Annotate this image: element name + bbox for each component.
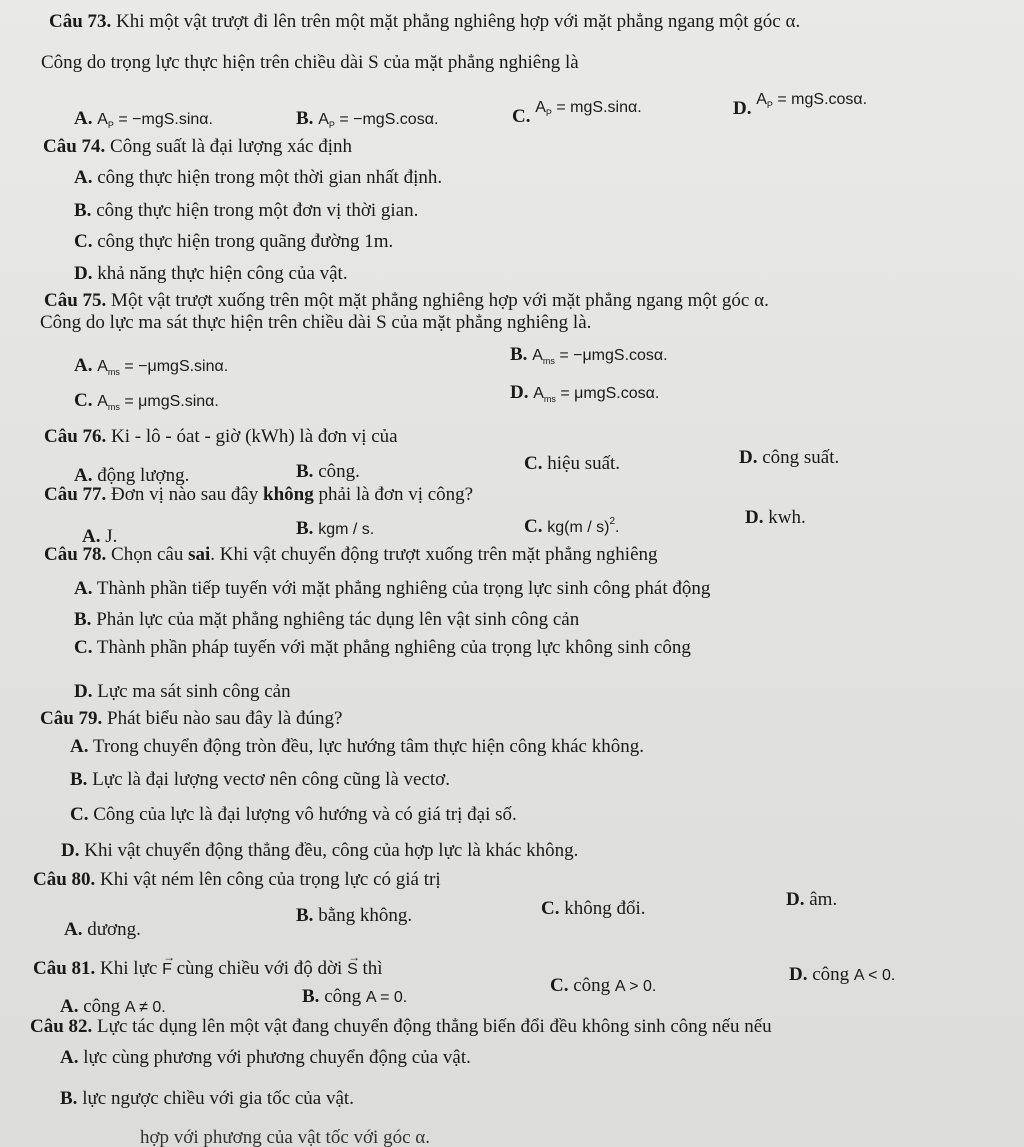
option-77-d: D. kwh. bbox=[745, 507, 806, 528]
option-75-c: C. $A_{ms} = \mu mgS.\sin\alpha$. bbox=[74, 390, 219, 412]
question-75: Câu 75. Một vật trượt xuống trên một mặt phẳng nghiêng hợp với mặt phẳng ngang một góc α. bbox=[44, 290, 769, 311]
option-79-b: B. Lực là đại lượng vectơ nên công cũng là vectơ. bbox=[70, 769, 450, 790]
option-77-c: C. kg(m / s)$^2$. bbox=[524, 516, 620, 537]
option-82-a: A. lực cùng phương với phương chuyển động của vật. bbox=[60, 1047, 471, 1068]
option-78-c: C. Thành phần pháp tuyến với mặt phẳng nghiêng của trọng lực không sinh công bbox=[74, 637, 691, 658]
question-75-text2: Công do lực ma sát thực hiện trên chiều dài S của mặt phẳng nghiêng là. bbox=[40, 312, 592, 333]
option-79-a: A. Trong chuyển động tròn đều, lực hướng tâm thực hiện công khác không. bbox=[70, 736, 644, 757]
option-73-d: D. $A_P = mgS.\cos\alpha$. bbox=[733, 91, 868, 119]
question-82: Câu 82. Lực tác dụng lên một vật đang chuyển động thẳng biến đổi đều không sinh công nếu nếu bbox=[30, 1016, 772, 1037]
option-81-d: D. công A < 0. bbox=[789, 964, 896, 985]
force-vector-symbol: → F bbox=[162, 958, 172, 982]
option-81-a: A. công A ≠ 0. bbox=[60, 996, 166, 1017]
option-75-d: D. $A_{ms} = \mu mgS.\cos\alpha$. bbox=[510, 382, 660, 404]
option-81-c: C. công A > 0. bbox=[550, 975, 657, 996]
option-78-b: B. Phản lực của mặt phẳng nghiêng tác dụng lên vật sinh công cản bbox=[74, 609, 580, 630]
option-74-c: C. công thực hiện trong quãng đường 1m. bbox=[74, 231, 394, 252]
option-80-d: D. âm. bbox=[786, 889, 838, 910]
question-78: Câu 78. Chọn câu sai. Khi vật chuyển động trượt xuống trên mặt phẳng nghiêng bbox=[44, 544, 658, 565]
option-80-a: A. dương. bbox=[64, 919, 141, 940]
option-77-b: B. kgm / s. bbox=[296, 518, 375, 539]
option-73-b: B. $A_P = -mgS.\cos\alpha$. bbox=[296, 108, 439, 130]
option-79-c: C. Công của lực là đại lượng vô hướng và có giá trị đại số. bbox=[70, 804, 517, 825]
question-77: Câu 77. Đơn vị nào sau đây không phải là đơn vị công? bbox=[44, 484, 474, 505]
question-text: Khi một vật trượt đi lên trên một mặt phẳng nghiêng hợp với mặt phẳng ngang một góc α. bbox=[116, 11, 801, 32]
option-74-a: A. công thực hiện trong một thời gian nhất định. bbox=[74, 167, 443, 188]
option-76-b: B. công. bbox=[296, 461, 360, 482]
question-80: Câu 80. Khi vật ném lên công của trọng lực có giá trị bbox=[33, 869, 441, 890]
option-82-b: B. lực ngược chiều với gia tốc của vật. bbox=[60, 1088, 354, 1109]
option-78-a: A. Thành phần tiếp tuyến với mặt phẳng nghiêng của trọng lực sinh công phát động bbox=[74, 578, 711, 599]
option-74-b: B. công thực hiện trong một đơn vị thời gian. bbox=[74, 200, 419, 221]
option-75-b: B. $A_{ms} = -\mu mgS.\cos\alpha$. bbox=[510, 344, 668, 366]
option-76-a: A. động lượng. bbox=[74, 465, 190, 486]
question-73 bbox=[49, 10, 800, 34]
option-78-d: D. Lực ma sát sinh công cản bbox=[74, 681, 291, 702]
option-74-d: D. khả năng thực hiện công của vật. bbox=[74, 263, 348, 284]
option-73-c: C. $A_P = mgS.\sin\alpha$. bbox=[512, 99, 642, 127]
question-79: Câu 79. Phát biểu nào sau đây là đúng? bbox=[40, 708, 343, 729]
option-81-b: B. công A = 0. bbox=[302, 986, 408, 1007]
option-82-c-cutoff: hợp với phương của vật tốc với góc α. bbox=[140, 1127, 430, 1147]
option-80-c: C. không đổi. bbox=[541, 898, 646, 919]
displacement-vector-symbol: → S bbox=[347, 958, 358, 982]
option-73-a: A. $A_P = -mgS.\sin\alpha$. bbox=[74, 108, 213, 130]
option-76-c: C. hiệu suất. bbox=[524, 453, 621, 474]
question-73-text2: Công do trọng lực thực hiện trên chiều dài S của mặt phẳng nghiêng là bbox=[41, 52, 579, 73]
option-75-a: A. $A_{ms} = -\mu mgS.\sin\alpha$. bbox=[74, 355, 229, 377]
option-76-d: D. công suất. bbox=[739, 447, 840, 468]
question-76: Câu 76. Ki - lô - óat - giờ (kWh) là đơn vị của bbox=[44, 426, 398, 447]
question-number: Câu 73. bbox=[49, 11, 112, 32]
question-81: Câu 81. Khi lực → F cùng chiều với độ dời → S thì bbox=[33, 957, 383, 982]
option-77-a: A. J. bbox=[82, 526, 118, 547]
question-74: Câu 74. Công suất là đại lượng xác định bbox=[43, 136, 353, 157]
option-79-d: D. Khi vật chuyển động thẳng đều, công của hợp lực là khác không. bbox=[61, 840, 579, 861]
option-80-b: B. bằng không. bbox=[296, 905, 413, 926]
